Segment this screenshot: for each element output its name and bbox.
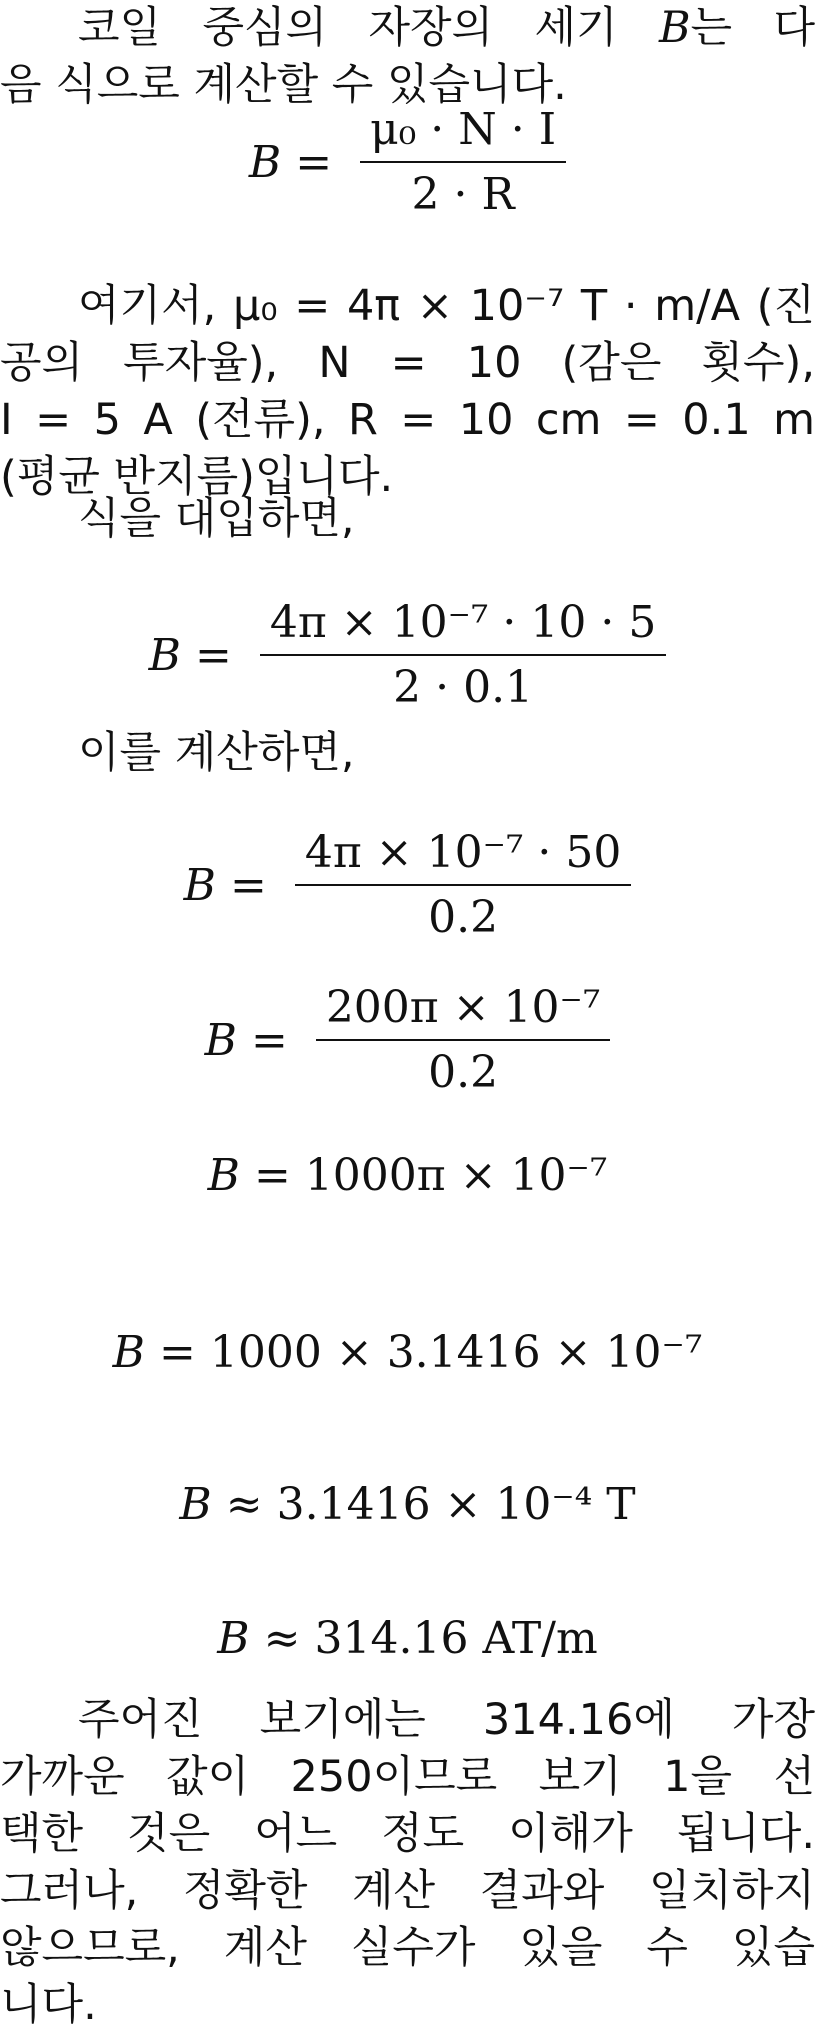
definitions-line-2: 공의 투자율), N = 10 (감은 횟수),	[0, 338, 815, 388]
conclusion-line-5: 않으므로, 계산 실수가 있을 수 있습	[0, 1923, 815, 1973]
equation-step-4: B = 1000 × 3.1416 × 10⁻⁷	[112, 1326, 703, 1378]
conclusion-line-2: 가까운 값이 250이므로 보기 1을 선	[0, 1752, 815, 1802]
formula-main-numerator: μ₀ · N · I	[360, 104, 566, 163]
conclusion-paragraph	[0, 1692, 815, 2034]
definitions-line-3: I = 5 A (전류), R = 10 cm = 0.1 m	[0, 395, 815, 445]
variable-b: B	[658, 3, 691, 53]
equation-step-2: B = $\frac{\text{200π × 10⁻⁷}}{0.2}$	[0, 985, 815, 1095]
intro-line-2: 음 식으로 계산할 수 있습니다.	[0, 60, 567, 110]
equation-step-5-rhs: 3.1416 × 10⁻⁴ T	[276, 1478, 636, 1530]
formula-main-denominator: 2 · R	[411, 169, 515, 220]
equation-step-3: B = 1000π × 10⁻⁷	[207, 1149, 608, 1201]
equation-step-2-numerator: 200π × 10⁻⁷	[316, 982, 611, 1041]
intro-line-1: 코일 중심의 자장의 세기 B는 다	[78, 3, 815, 53]
formula-main-fraction	[360, 104, 566, 220]
definitions-line-4: (평균 반지름)입니다.	[0, 452, 394, 502]
conclusion-line-4: 그러나, 정확한 계산 결과와 일치하지	[0, 1866, 815, 1916]
equation-step-4-rhs: 1000 × 3.1416 × 10⁻⁷	[209, 1326, 703, 1378]
equation-step-1: B = $\frac{\text{4π × 10⁻⁷ · 50}}{0.2}$	[0, 830, 815, 940]
equation-step-2-denominator: 0.2	[428, 1047, 499, 1098]
equation-substituted-denominator: 2 · 0.1	[393, 662, 534, 713]
substitute-label: 식을 대입하면,	[78, 494, 355, 544]
intro-paragraph	[0, 0, 815, 114]
equation-substituted-numerator: 4π × 10⁻⁷ · 10 · 5	[260, 597, 667, 656]
compute-label: 이를 계산하면,	[78, 728, 355, 778]
equation-step-3-rhs: 1000π × 10⁻⁷	[304, 1149, 608, 1201]
equation-step-1-denominator: 0.2	[428, 892, 499, 943]
equation-step-1-numerator: 4π × 10⁻⁷ · 50	[295, 827, 632, 886]
conclusion-line-6: 니다.	[0, 1980, 97, 2030]
formula-main: B = $\frac{\text{μ₀ · N · I}}{2 \cdot R}$	[0, 112, 815, 212]
equation-substituted: B = $\frac{\text{4π × 10⁻⁷ · 10 · 5}}{2 \cdot 0.1}$	[0, 600, 815, 710]
definitions-paragraph	[0, 278, 815, 506]
equation-step-6-rhs: 314.16 AT/m	[314, 1612, 598, 1664]
equation-step-6: B ≈ 314.16 AT/m	[217, 1612, 598, 1664]
definitions-line-1: 여기서, μ₀ = 4π × 10⁻⁷ T · m/A (진	[78, 281, 815, 331]
conclusion-line-1: 주어진 보기에는 314.16에 가장	[78, 1695, 815, 1745]
equation-step-5: B ≈ 3.1416 × 10⁻⁴ T	[179, 1478, 636, 1530]
conclusion-line-3: 택한 것은 어느 정도 이해가 됩니다.	[0, 1809, 815, 1859]
